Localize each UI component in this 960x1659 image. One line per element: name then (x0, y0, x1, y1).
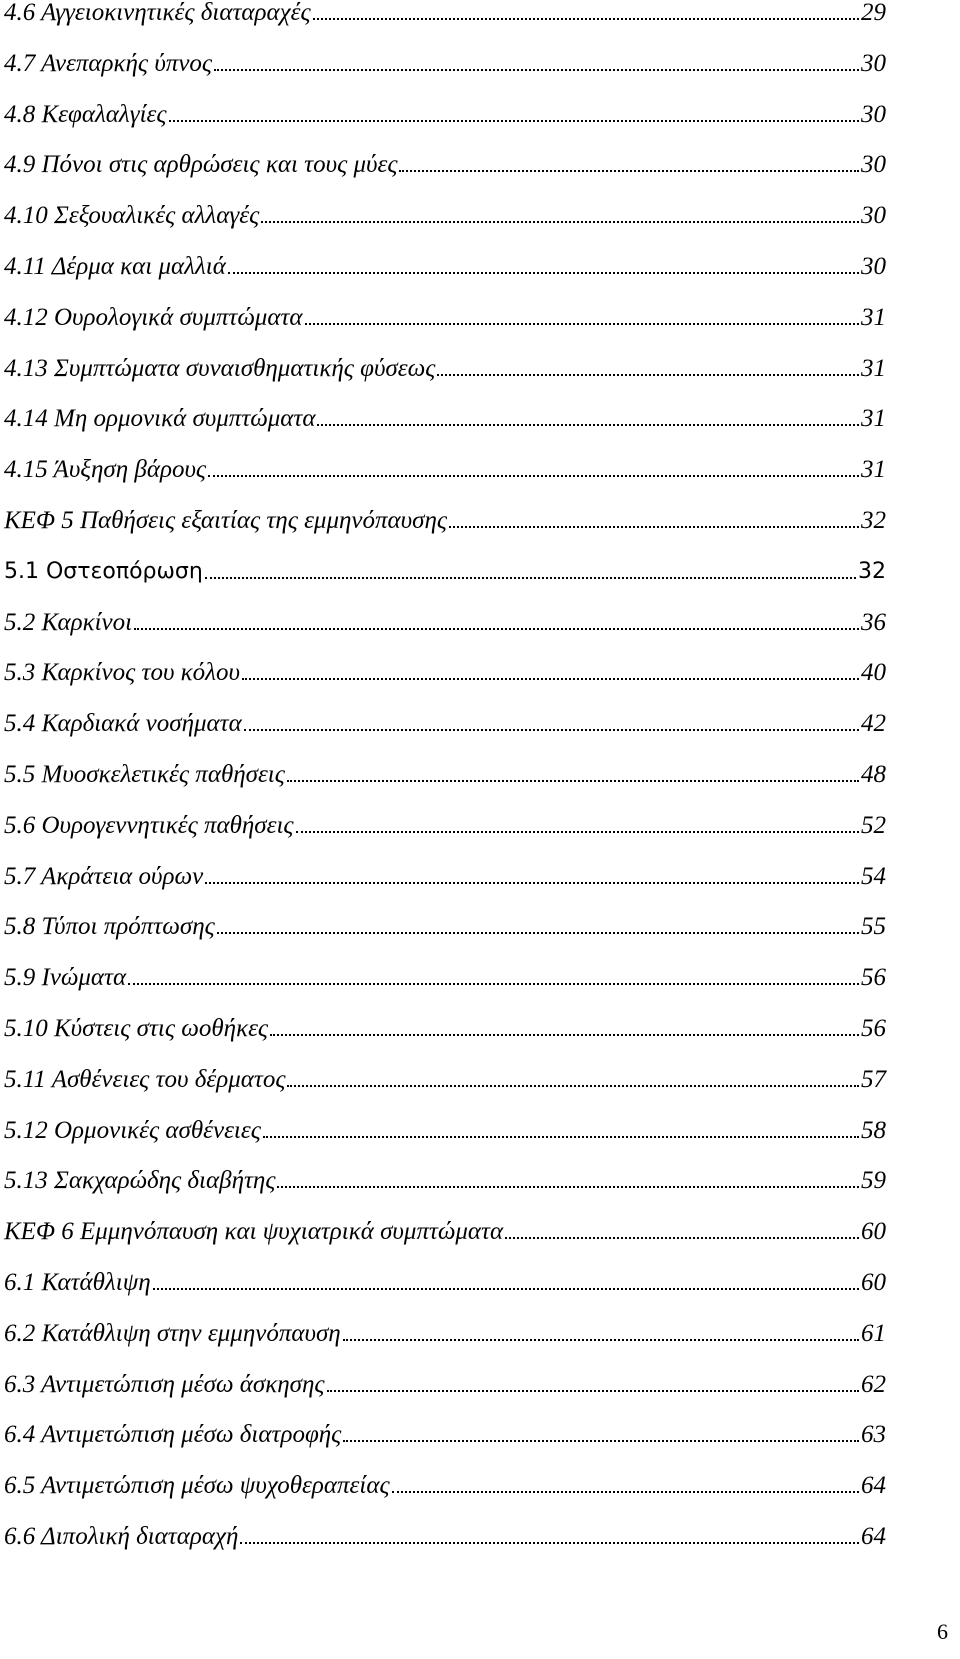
toc-entry[interactable] (4, 648, 886, 688)
toc-dot-leader (313, 17, 859, 20)
toc-entry[interactable] (4, 1207, 886, 1247)
toc-entry-title: 4.9 Πόνοι στις αρθρώσεις και τους μύες (4, 151, 398, 179)
toc-dot-leader (242, 677, 859, 680)
toc-entry-page: 30 (861, 49, 886, 77)
toc-entry-page: 32 (861, 507, 886, 534)
toc-dot-leader (287, 779, 859, 782)
toc-entry-page: 61 (861, 1319, 886, 1347)
toc-dot-leader (343, 1338, 859, 1341)
toc-entry[interactable] (4, 191, 886, 231)
toc-entry-title: 5.5 Μυοσκελετικές παθήσεις (4, 761, 285, 788)
toc-entry-page: 48 (861, 761, 886, 788)
toc-entry-title: 5.2 Καρκίνοι (4, 608, 133, 636)
toc-entry-title: ΚΕΦ 5 Παθήσεις εξαιτίας της εμμηνόπαυσης (4, 507, 448, 534)
toc-entry-title: 5.6 Ουρογεννητικές παθήσεις (4, 811, 294, 839)
toc-entry[interactable] (4, 1106, 886, 1146)
toc-entry-page: 30 (861, 253, 886, 280)
toc-entry-title: 4.13 Συμπτώματα συναισθηματικής φύσεως (4, 354, 436, 382)
toc-dot-leader (208, 474, 859, 477)
toc-entry-title: 4.6 Αγγειοκινητικές διαταραχές (4, 0, 311, 26)
toc-entry-page: 54 (861, 862, 886, 890)
toc-entry[interactable] (4, 445, 886, 485)
toc-entry[interactable] (4, 750, 886, 790)
toc-entry-title: 6.4 Αντιμετώπιση μέσω διατροφής (4, 1421, 342, 1449)
toc-entry[interactable] (4, 1258, 886, 1298)
toc-dot-leader (214, 68, 859, 71)
toc-entry[interactable] (4, 547, 886, 587)
toc-entry-page: 60 (861, 1218, 886, 1246)
toc-entry-page: 30 (861, 202, 886, 230)
toc-dot-leader (343, 1439, 859, 1442)
toc-dot-leader (263, 1135, 859, 1138)
toc-dot-leader (244, 728, 859, 731)
toc-entry-page: 52 (861, 811, 886, 839)
toc-dot-leader (399, 169, 859, 172)
toc-entry[interactable] (4, 598, 886, 638)
toc-entry[interactable] (4, 39, 886, 79)
toc-entry[interactable] (4, 902, 886, 942)
toc-entry-page: 56 (861, 964, 886, 992)
toc-entry[interactable] (4, 242, 886, 282)
toc-entry-title: 4.15 Άυξηση βάρους (4, 456, 207, 484)
toc-dot-leader (270, 1033, 859, 1036)
toc-entry[interactable] (4, 1309, 886, 1349)
toc-entry-title: 6.1 Κατάθλιψη (4, 1269, 151, 1296)
toc-entry-title: 5.12 Ορμονικές ασθένειες (4, 1116, 261, 1144)
toc-entry-title: 6.2 Κατάθλιψη στην εμμηνόπαυση (4, 1319, 341, 1347)
toc-dot-leader (437, 373, 859, 376)
toc-entry-page: 36 (861, 608, 886, 636)
toc-entry[interactable] (4, 699, 886, 739)
toc-entry-page: 30 (861, 100, 886, 128)
toc-entry-title: 5.9 Ινώματα (4, 964, 127, 992)
toc-dot-leader (305, 322, 859, 325)
toc-entry-page: 59 (861, 1167, 886, 1195)
toc-dot-leader (327, 1389, 859, 1392)
toc-entry-title: 5.11 Ασθένειες του δέρματος (4, 1065, 286, 1093)
toc-entry[interactable] (4, 1156, 886, 1196)
toc-dot-leader (153, 1287, 859, 1290)
toc-dot-leader (134, 627, 859, 630)
toc-entry[interactable] (4, 344, 886, 384)
toc-entry[interactable] (4, 1360, 886, 1400)
toc-entry[interactable] (4, 1512, 886, 1552)
toc-entry-title: 6.6 Διπολική διαταραχή (4, 1523, 239, 1550)
toc-dot-leader (449, 525, 859, 528)
toc-entry-page: 63 (861, 1421, 886, 1449)
toc-entry-page: 31 (861, 405, 886, 433)
page-number: 6 (937, 1619, 948, 1644)
toc-entry-page: 42 (861, 710, 886, 738)
toc-entry-page: 30 (861, 151, 886, 179)
toc-entry-title: 5.7 Ακράτεια ούρων (4, 862, 204, 890)
toc-entry-title: 4.8 Κεφαλαλγίες (4, 100, 167, 128)
toc-entry[interactable] (4, 394, 886, 434)
toc-dot-leader (392, 1490, 859, 1493)
toc-entry[interactable] (4, 1004, 886, 1044)
toc-entry-page: 29 (861, 0, 886, 26)
toc-entry-title: 5.13 Σακχαρώδης διαβήτης (4, 1167, 276, 1195)
toc-entry[interactable] (4, 801, 886, 841)
toc-entry-page: 57 (861, 1065, 886, 1093)
toc-entry-page: 64 (861, 1472, 886, 1500)
toc-entry-page: 31 (861, 303, 886, 331)
toc-entry-title: 4.7 Ανεπαρκής ύπνος (4, 49, 213, 77)
toc-dot-leader (217, 931, 859, 934)
toc-entry-title: 4.12 Ουρολογικά συμπτώματα (4, 303, 303, 331)
toc-entry-title: 5.1 Οστεοπόρωση (4, 558, 203, 584)
toc-entry[interactable] (4, 140, 886, 180)
toc-entry[interactable] (4, 1461, 886, 1501)
toc-dot-leader (287, 1084, 859, 1087)
toc-dot-leader (277, 1185, 859, 1188)
toc-entry-page: 55 (861, 913, 886, 941)
toc-entry-page: 56 (861, 1015, 886, 1042)
toc-entry-title: 5.8 Τύποι πρόπτωσης (4, 913, 215, 941)
toc-dot-leader (317, 423, 859, 426)
toc-dot-leader (505, 1236, 859, 1239)
toc-dot-leader (261, 220, 859, 223)
toc-entry-title: 5.3 Καρκίνος του κόλου (4, 659, 240, 687)
toc-entry-page: 62 (861, 1370, 886, 1398)
toc-entry-title: 6.3 Αντιμετώπιση μέσω άσκησης (4, 1370, 325, 1398)
toc-entry-page: 31 (861, 354, 886, 382)
toc-dot-leader (228, 271, 859, 274)
toc-entry-title: 4.11 Δέρμα και μαλλιά (4, 253, 226, 280)
toc-entry-page: 58 (861, 1116, 886, 1144)
toc-entry[interactable] (4, 953, 886, 993)
toc-entry-page: 31 (861, 456, 886, 484)
toc-entry-title: 5.10 Κύστεις στις ωοθήκες (4, 1015, 269, 1042)
toc-entry-title: ΚΕΦ 6 Εμμηνόπαυση και ψυχιατρικά συμπτώματα (4, 1218, 504, 1246)
toc-entry[interactable] (4, 0, 886, 28)
toc-entry[interactable] (4, 1410, 886, 1450)
toc-entry-title: 4.10 Σεξουαλικές αλλαγές (4, 202, 260, 230)
toc-dot-leader (205, 576, 856, 579)
toc-entry-title: 5.4 Καρδιακά νοσήματα (4, 710, 242, 738)
toc-entry-page: 40 (861, 659, 886, 687)
toc-entry-page: 64 (861, 1523, 886, 1550)
toc-entry-page: 60 (861, 1269, 886, 1296)
toc-entry[interactable] (4, 496, 886, 536)
toc-entry[interactable] (4, 293, 886, 333)
toc-entry[interactable] (4, 852, 886, 892)
toc-dot-leader (240, 1541, 859, 1544)
toc-dot-leader (205, 881, 859, 884)
toc-entry-title: 4.14 Μη ορμονικά συμπτώματα (4, 405, 316, 433)
toc-dot-leader (169, 119, 859, 122)
toc-entry-page: 32 (858, 558, 886, 584)
toc-entry[interactable] (4, 90, 886, 130)
toc-entry[interactable] (4, 1055, 886, 1095)
toc-dot-leader (296, 830, 859, 833)
toc-entry-title: 6.5 Αντιμετώπιση μέσω ψυχοθεραπείας (4, 1472, 390, 1500)
toc-dot-leader (128, 982, 859, 985)
